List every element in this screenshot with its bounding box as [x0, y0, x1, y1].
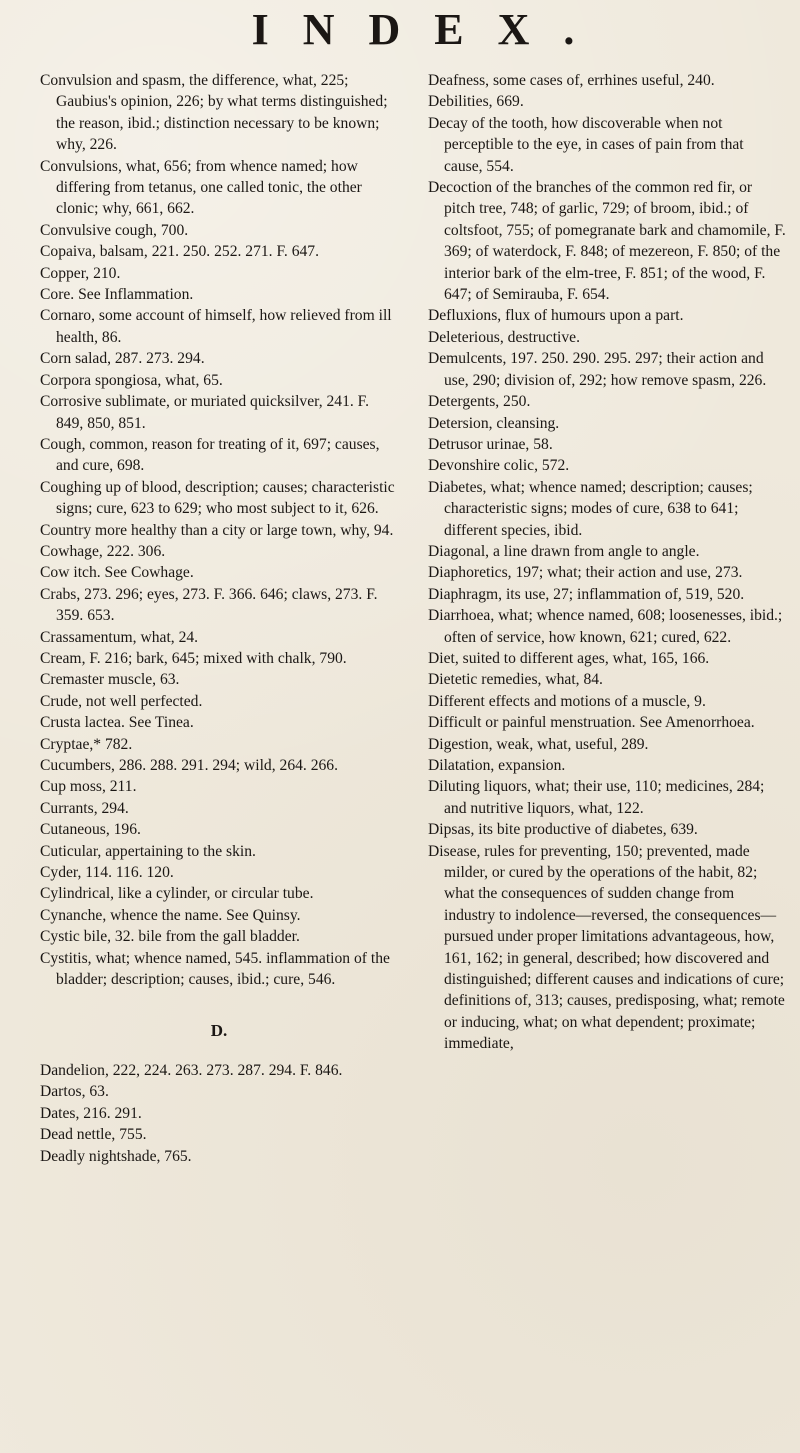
section-letter-d: D. — [210, 1021, 228, 1041]
index-entry: Copper, 210. — [40, 264, 121, 282]
index-entry: Dietetic remedies, what, 84. — [428, 671, 603, 689]
index-entry: Detersion, cleansing. — [428, 414, 560, 432]
index-entry: Cup moss, 211. — [40, 778, 137, 796]
index-entry: Demulcents, 197. 250. 290. 295. 297; their action and use, 290; division of, 292; how remove spasm, 226. — [428, 350, 767, 389]
index-entry: Diaphoretics, 197; what; their action and use, 273. — [428, 564, 743, 582]
index-entry: Crabs, 273. 296; eyes, 273. F. 366. 646; claws, 273. F. 359. 653. — [40, 585, 378, 625]
index-entry: Cystitis, what; whence named, 545. inflammation of the bladder; description; causes, ibid.; cure, 546. — [40, 949, 390, 989]
index-entry: Deadly nightshade, 765. — [40, 1147, 192, 1165]
index-entry: Debilities, 669. — [428, 93, 524, 111]
index-entry: Digestion, weak, what, useful, 289. — [428, 735, 649, 753]
index-entry: Crusta lactea. See Tinea. — [40, 714, 194, 732]
index-entry: Deafness, some cases of, errhines useful, 240. — [428, 72, 715, 89]
left-entries-d — [40, 1060, 398, 1167]
index-entry: Corn salad, 287. 273. 294. — [40, 350, 205, 368]
index-entry: Convulsive cough, 700. — [40, 221, 189, 239]
index-entry: Dead nettle, 755. — [40, 1126, 147, 1144]
index-entry: Cucumbers, 286. 288. 291. 294; wild, 264. 266. — [40, 757, 339, 774]
index-entry: Dandelion, 222, 224. 263. 273. 287. 294. F. 846. — [40, 1061, 343, 1079]
index-entry: Cowhage, 222. 306. — [40, 542, 166, 560]
index-entry: Detrusor urinae, 58. — [428, 435, 553, 453]
index-entry: Dartos, 63. — [40, 1083, 109, 1101]
index-entry: Difficult or painful menstruation. See Amenorrhoea. — [428, 714, 755, 732]
index-entry: Cremaster muscle, 63. — [40, 671, 180, 689]
right-entries — [428, 70, 786, 1055]
index-entry: Core. See Inflammation. — [40, 286, 194, 304]
index-entry: Dilatation, expansion. — [428, 757, 566, 774]
index-entry: Cystic bile, 32. bile from the gall bladder. — [40, 928, 300, 946]
index-entry: Diet, suited to different ages, what, 165, 166. — [428, 649, 710, 667]
index-entry: Cow itch. See Cowhage. — [40, 564, 194, 582]
index-entry: Cryptae,* 782. — [40, 735, 133, 753]
index-entry: Decoction of the branches of the common red fir, or pitch tree, 748; of garlic, 729; of broom, ibid.; of coltsfoot, 755; of pomegranate bark and chamomile, F. 369; of waterdock, F. 848; of mezereon, F. 850; of the interior bark of the elm-tree, F. 851; of the wood, F. 647; of Semirauba, F. 654. — [428, 179, 786, 304]
index-entry: Coughing up of blood, description; causes; characteristic signs; cure, 623 to 629; who most subject to it, 626. — [40, 478, 395, 518]
left-entries — [40, 70, 398, 990]
index-entry: Cutaneous, 196. — [40, 821, 141, 839]
index-entry: Decay of the tooth, how discoverable when not perceptible to the eye, in cases of pain from that cause, 554. — [428, 114, 744, 175]
index-entry: Diaphragm, its use, 27; inflammation of, 519, 520. — [428, 585, 745, 603]
index-entry: Cynanche, whence the name. See Quinsy. — [40, 906, 301, 924]
index-entry: Defluxions, flux of humours upon a part. — [428, 307, 684, 325]
index-entry: Dates, 216. 291. — [40, 1104, 142, 1122]
index-entry: Dipsas, its bite productive of diabetes, 639. — [428, 821, 698, 839]
index-entry: Cream, F. 216; bark, 645; mixed with chalk, 790. — [40, 649, 347, 667]
index-entry: Cylindrical, like a cylinder, or circular tube. — [40, 885, 314, 903]
index-entry: Cornaro, some account of himself, how relieved from ill health, 86. — [40, 307, 392, 346]
index-entry: Cough, common, reason for treating of it, 697; causes, and cure, 698. — [40, 435, 380, 475]
index-entry: Crude, not well perfected. — [40, 692, 203, 710]
index-columns — [40, 70, 786, 1167]
index-entry: Country more healthy than a city or large town, why, 94. — [40, 521, 394, 539]
index-entry: Devonshire colic, 572. — [428, 457, 570, 475]
index-entry: Diabetes, what; whence named; description; causes; characteristic signs; modes of cure, 638 to 641; different species, ibid. — [428, 478, 753, 539]
index-entry: Convulsions, what, 656; from whence named; how differing from tetanus, one called tonic, the other clonic; why, 661, 662. — [40, 157, 362, 218]
index-entry: Detergents, 250. — [428, 393, 531, 411]
index-entry: Diluting liquors, what; their use, 110; medicines, 284; and nutritive liquors, what, 122. — [428, 778, 765, 817]
index-entry: Diagonal, a line drawn from angle to angle. — [428, 542, 700, 560]
index-entry: Diarrhoea, what; whence named, 608; loosenesses, ibid.; often of service, how known, 621; cured, 622. — [428, 607, 783, 646]
index-entry: Currants, 294. — [40, 799, 129, 817]
index-entry: Deleterious, destructive. — [428, 328, 580, 346]
page-header: INDEX. — [251, 5, 609, 54]
index-entry: Copaiva, balsam, 221. 250. 252. 271. F. 647. — [40, 243, 319, 261]
left-column — [40, 70, 398, 1167]
index-entry: Corpora spongiosa, what, 65. — [40, 371, 223, 389]
index-entry: Cyder, 114. 116. 120. — [40, 864, 174, 882]
index-entry: Crassamentum, what, 24. — [40, 628, 199, 646]
index-entry: Cuticular, appertaining to the skin. — [40, 842, 256, 860]
index-entry: Different effects and motions of a muscle, 9. — [428, 692, 706, 710]
index-entry: Convulsion and spasm, the difference, what, 225; Gaubius's opinion, 226; by what terms distinguished; the reason, ibid.; distinction necessary to be known; why, 226. — [40, 72, 388, 154]
right-column — [428, 70, 786, 1167]
index-entry: Disease, rules for preventing, 150; prevented, made milder, or cured by the operations of the habit, 82; what the consequences of sudden change from industry to indolence—reversed, the consequences—pursued under proper limitations advantageous, how, 161, 162; in general, described; how discovered and distinguished; different causes and indications of cure; definitions of, 313; causes, predisposing, what; remote or inducing, what; on what dependent; proximate; immediate, — [428, 842, 785, 1053]
index-entry: Corrosive sublimate, or muriated quicksilver, 241. F. 849, 850, 851. — [40, 393, 370, 432]
